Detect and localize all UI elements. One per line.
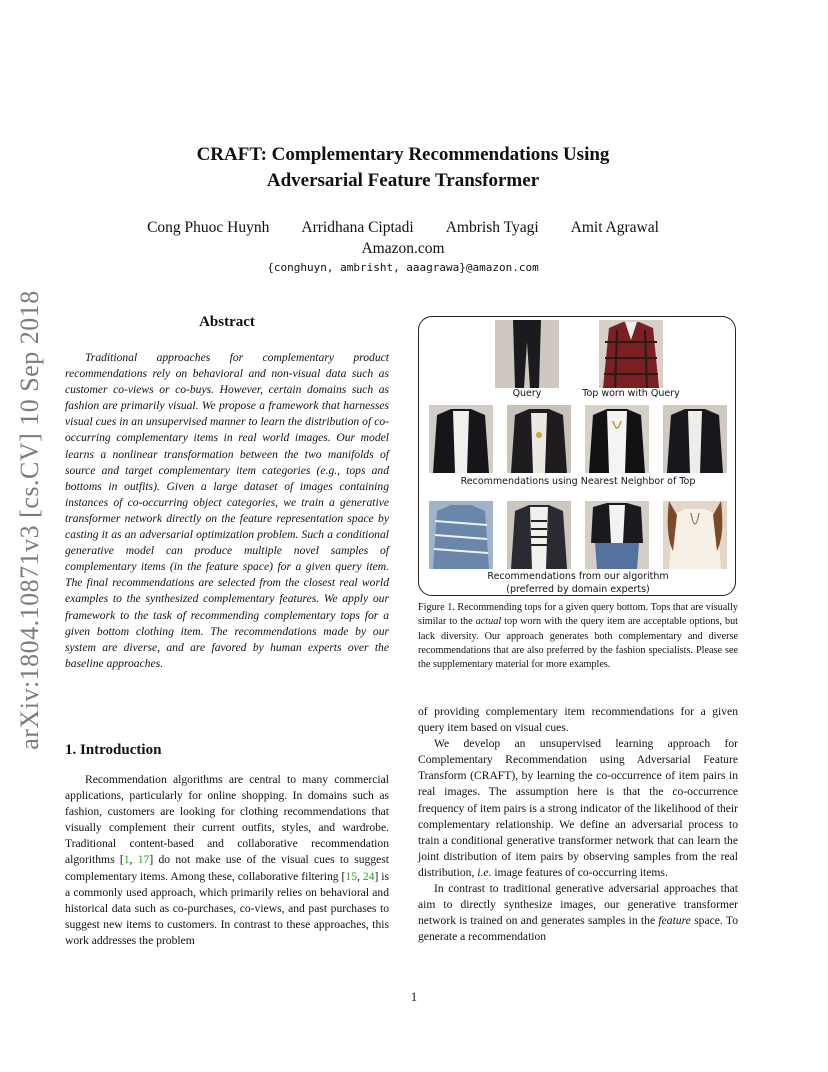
nn-recommendation-photo (507, 405, 571, 473)
nn-recommendation-photo (429, 405, 493, 473)
figure-1-caption: Figure 1. Recommending tops for a given query bottom. Tops that are visually similar to the actual top worn with the query item are acceptable options, but lack diversity. Our approach generates both complementary and diverse recommendations that are also preferred by the fashion specialists. Please see the supplementary material for more examples. (418, 602, 738, 671)
body-paragraph: of providing complementary item recommendations for a given query item based on visual cues. (418, 705, 738, 735)
our-recommendation-photo (585, 501, 649, 569)
label-our-algorithm: Recommendations from our algorithm (487, 571, 669, 582)
nn-recommendation-photo (585, 405, 649, 473)
label-top-worn: Top worn with Query (582, 388, 680, 399)
top-worn-plaid-photo (599, 320, 663, 388)
affiliation: Amazon.com (361, 240, 445, 257)
figure-1 (418, 316, 736, 596)
section-heading-introduction: 1. Introduction (65, 742, 162, 758)
citation-link[interactable]: 1 (123, 853, 130, 867)
nn-recommendation-photo (663, 405, 727, 473)
author-name: Arridhana Ciptadi (301, 219, 414, 236)
our-recommendation-photo (507, 501, 571, 569)
label-nearest-neighbor: Recommendations using Nearest Neighbor of Top (460, 476, 696, 487)
author-emails: {conghuyn, ambrisht, aaagrawa}@amazon.com (267, 261, 539, 274)
citation-link[interactable]: 24 (362, 869, 375, 883)
body-paragraph: We develop an unsupervised learning approach for Complementary Recommendation using Adversarial Feature Transform (CRAFT), by learning the co-occurrence of item pairs in real images. The assumption here is that the co-occurrence frequency of item pairs is a strong indicator of the likelihood of their complementary relationship. We define an adversarial process to train a conditional generative transformer network that can learn the joint distribution of item pairs by observing samples from the real distribution, i.e. image features of co-occurring items. (418, 737, 738, 879)
introduction-paragraph: Recommendation algorithms are central to many commercial applications, particularly for online shopping. In domains such as fashion, customers are looking for clothing recommendations that visually complement their current outfits, styles, and wardrobe. Traditional content-based and collaborative recommendation algorithms [1, 17] do not make use of the visual cues to suggest complementary items. Among these, collaborative filtering [15, 24] is a commonly used approach, which primarily relies on behavioral and historical data such as co-purchases, co-views, and past purchases to suggest new items to customers. In contrast to these approaches, this work addresses the problem (65, 773, 390, 947)
author-name: Cong Phuoc Huynh (147, 219, 270, 236)
author-name: Amit Agrawal (570, 219, 659, 236)
label-preferred-by-experts: (preferred by domain experts) (506, 584, 650, 595)
arxiv-sidebar-stamp (8, 250, 52, 790)
abstract-text: Traditional approaches for complementary product recommendations rely on behavioral and non-visual data such as customer co-views or co-buys. However, certain domains such as fashion are primarily visual. We propose a framework that harnesses visual cues in an unsupervised manner to learn the distribution of co-occurring complementary items in real world images. Our model learns a nonlinear transformation between the two manifolds of source and target complementary item categories (e.g., tops and bottoms in outfits). Given a large dataset of images containing instances of co-occurring object categories, we train a generative transformer network directly on the feature representation space by casting it as an adversarial optimization problem. Such a conditional generative model can produce multiple novel samples of complementary items (in the feature space) for a given query item. The final recommendations are selected from the closest real world examples to the synthesized complementary features. We apply our framework to the task of recommending complementary tops for a given bottom clothing item. The recommendations made by our system are diverse, and are favored by human experts over the baseline approaches. (65, 351, 389, 670)
arxiv-id: arXiv:1804.10871v3 [cs.CV] 10 Sep 2018 (15, 290, 44, 750)
author-name: Ambrish Tyagi (445, 219, 539, 236)
citation-link[interactable]: 15 (345, 869, 357, 883)
body-paragraph: In contrast to traditional generative adversarial approaches that aim to directly synthesize images, our generative transformer network is trained on and generates samples in the feature space. To generate a recommendation (418, 882, 738, 944)
citation-link[interactable]: 17 (137, 853, 150, 867)
author-list (120, 219, 686, 237)
abstract-heading: Abstract (199, 314, 255, 330)
query-jeans-photo (495, 320, 559, 388)
right-column-text (418, 704, 738, 945)
page-number: 1 (410, 990, 418, 1004)
our-recommendation-photo (429, 501, 493, 569)
label-query: Query (512, 388, 542, 399)
paper-title: CRAFT: Complementary Recommendations Using Adversarial Feature Transformer (196, 144, 610, 191)
our-recommendation-photo (663, 501, 727, 569)
